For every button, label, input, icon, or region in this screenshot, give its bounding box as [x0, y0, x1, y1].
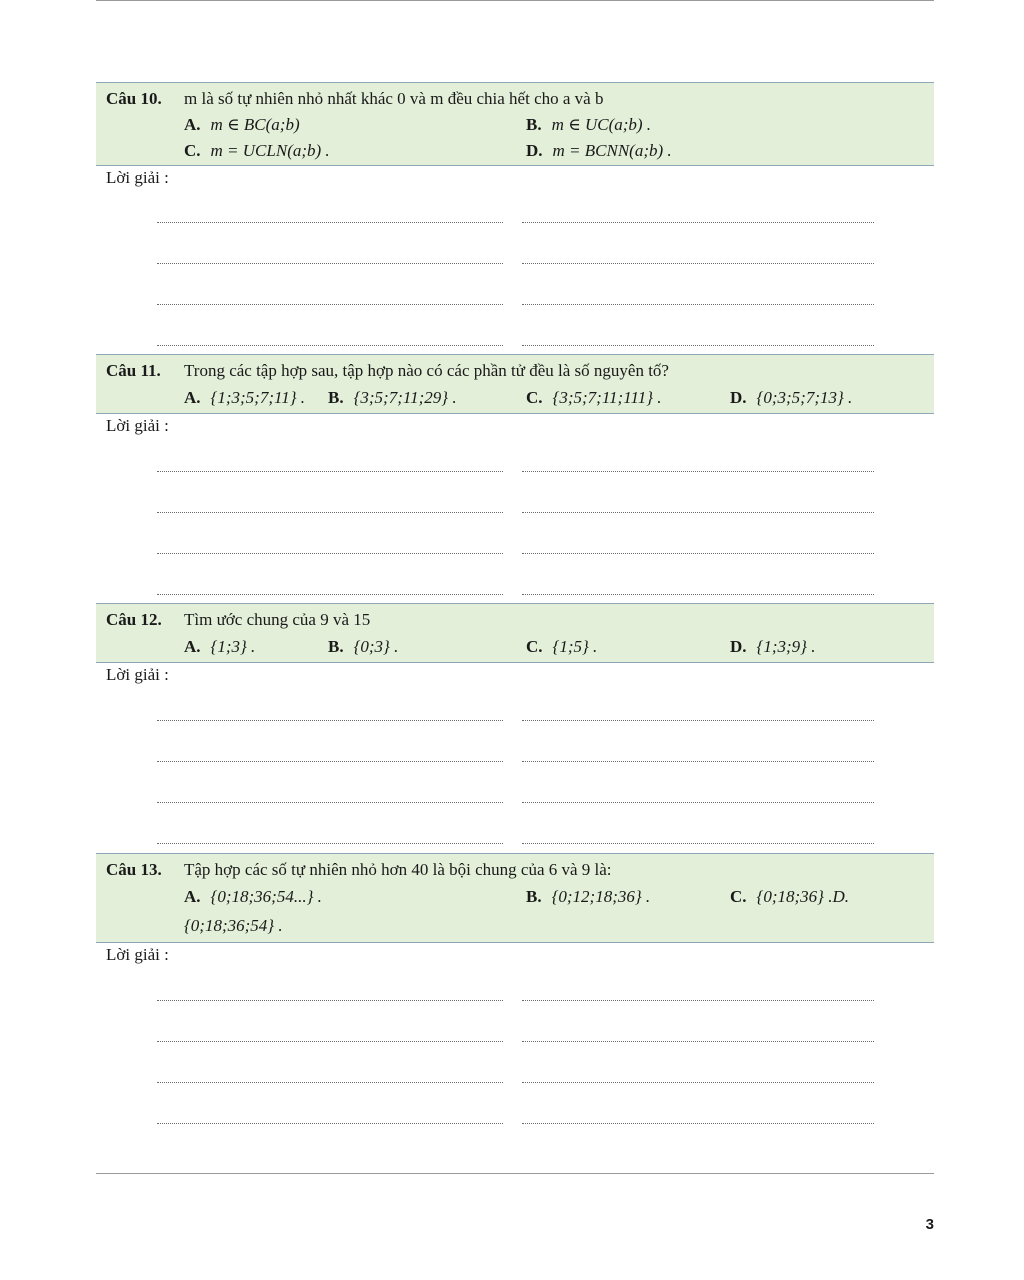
answer-label: Lời giải : — [106, 665, 169, 684]
footer-rule — [96, 1173, 934, 1174]
question-11 — [96, 354, 934, 414]
option-d: {0;18;36;54} . — [184, 916, 283, 935]
option-b: B. {0;12;18;36} . — [526, 887, 651, 906]
question-text: Tìm ước chung của 9 và 15 — [184, 610, 371, 629]
question-label: Câu 13. — [106, 860, 162, 879]
question-13 — [96, 853, 934, 943]
option-d: D. m = BCNN(a;b) . — [526, 141, 672, 160]
option-c: C. {1;5} . — [526, 637, 598, 656]
question-text: Trong các tập hợp sau, tập hợp nào có các phần tử đều là số nguyên tố? — [184, 361, 669, 380]
option-a: A. m ∈ BC(a;b) — [184, 115, 300, 134]
question-text: Tập hợp các số tự nhiên nhỏ hơn 40 là bội chung của 6 và 9 là: — [184, 860, 612, 879]
question-text: m là số tự nhiên nhỏ nhất khác 0 và m đều chia hết cho a và b — [184, 89, 604, 108]
option-b: B. {3;5;7;11;29} . — [328, 388, 457, 407]
question-10 — [96, 82, 934, 166]
option-d: D. {0;3;5;7;13} . — [730, 388, 853, 407]
question-label: Câu 10. — [106, 89, 162, 108]
option-b: B. m ∈ UC(a;b) . — [526, 115, 652, 134]
option-b: B. {0;3} . — [328, 637, 399, 656]
option-d: D. {1;3;9} . — [730, 637, 816, 656]
option-a: A. {0;18;36;54...} . — [184, 887, 322, 906]
top-rule — [96, 0, 934, 1]
question-label: Câu 12. — [106, 610, 162, 629]
question-12 — [96, 603, 934, 663]
answer-label: Lời giải : — [106, 416, 169, 435]
page-number: 3 — [925, 1216, 934, 1233]
answer-label: Lời giải : — [106, 168, 169, 187]
option-c: C. {0;18;36} .D. — [730, 887, 849, 906]
option-c: C. {3;5;7;11;111} . — [526, 388, 662, 407]
question-label: Câu 11. — [106, 361, 161, 380]
option-c: C. m = UCLN(a;b) . — [184, 141, 330, 160]
option-a: A. {1;3;5;7;11} . — [184, 388, 306, 407]
option-a: A. {1;3} . — [184, 637, 256, 656]
answer-label: Lời giải : — [106, 945, 169, 964]
